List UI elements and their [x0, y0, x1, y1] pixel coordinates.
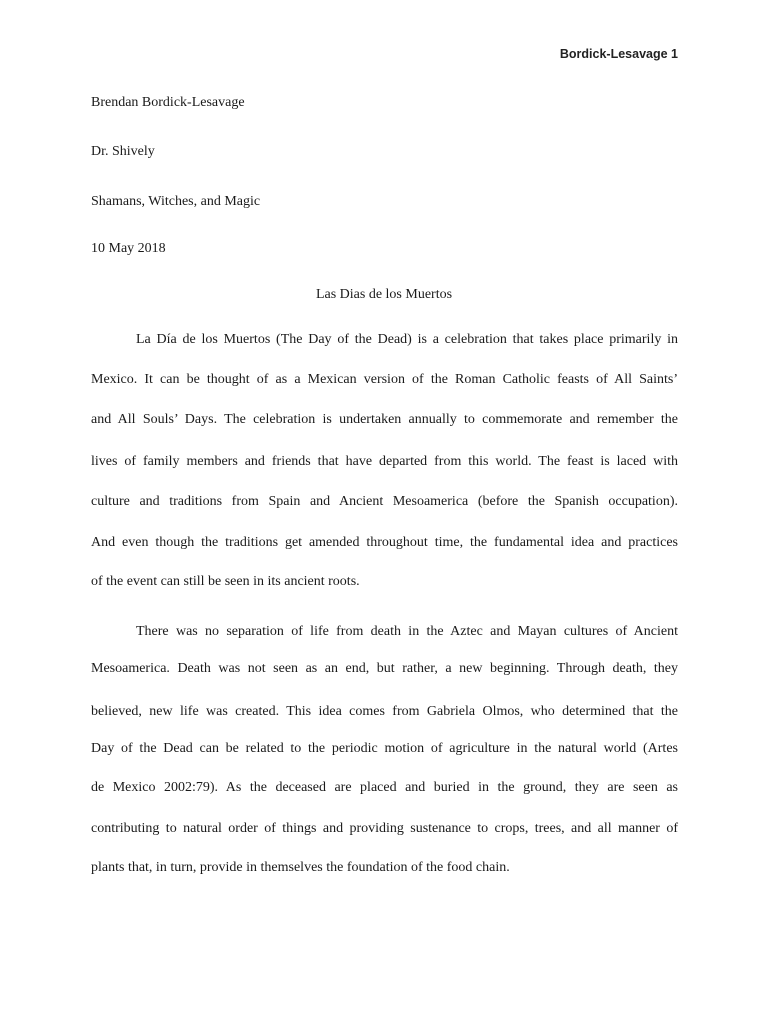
paper-title: Las Dias de los Muertos	[315, 287, 453, 302]
paragraph-line: La Día de los Muertos (The Day of the Dead) is a celebration that takes place primarily in	[136, 332, 678, 347]
paragraph-line: and All Souls’ Days. The celebration is undertaken annually to commemorate and remember the	[91, 412, 678, 427]
running-head: Bordick-Lesavage 1	[559, 47, 678, 61]
paragraph-line: And even though the traditions get amended throughout time, the fundamental idea and practices	[91, 535, 678, 550]
paragraph-line: Mexico. It can be thought of as a Mexican version of the Roman Catholic feasts of All Saints’	[91, 372, 678, 387]
paragraph-line: plants that, in turn, provide in themselves the foundation of the food chain.	[91, 860, 510, 875]
paper-date: 10 May 2018	[91, 241, 166, 256]
paragraph-line: Day of the Dead can be related to the periodic motion of agriculture in the natural world (Artes	[91, 741, 678, 756]
instructor-name: Dr. Shively	[91, 144, 155, 159]
paragraph-line: culture and traditions from Spain and Ancient Mesoamerica (before the Spanish occupation).	[91, 494, 678, 509]
course-name: Shamans, Witches, and Magic	[91, 194, 261, 209]
author-name: Brendan Bordick-Lesavage	[91, 95, 245, 110]
paragraph-line: of the event can still be seen in its ancient roots.	[91, 574, 360, 589]
paragraph-line: There was no separation of life from death in the Aztec and Mayan cultures of Ancient	[136, 624, 678, 639]
paragraph-line: believed, new life was created. This idea comes from Gabriela Olmos, who determined that the	[91, 704, 678, 719]
paragraph-line: lives of family members and friends that have departed from this world. The feast is laced with	[91, 454, 678, 469]
paragraph-line: de Mexico 2002:79). As the deceased are placed and buried in the ground, they are seen as	[91, 780, 678, 795]
paragraph-line: Mesoamerica. Death was not seen as an end, but rather, a new beginning. Through death, they	[91, 661, 678, 676]
paragraph-line: contributing to natural order of things and providing sustenance to crops, trees, and all manner of	[91, 821, 678, 836]
